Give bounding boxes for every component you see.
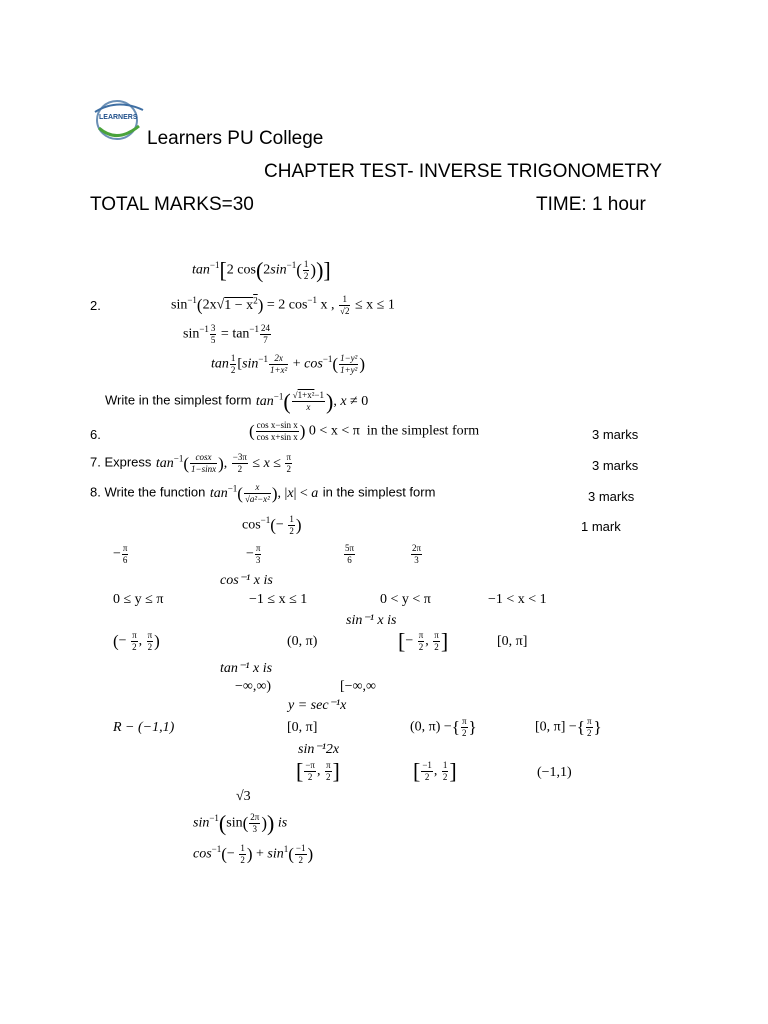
mcq6-stem: sin⁻¹2x xyxy=(298,742,340,757)
mcq1-option-a: − $\frac{\pi}{6}$ xyxy=(113,543,128,565)
mcq7-stem: $\sin^{-1}(\sin$( $\frac{2\pi}{3}$ )) is xyxy=(193,810,288,836)
question-8-marks: 3 marks xyxy=(588,489,635,504)
college-logo xyxy=(93,98,149,142)
mcq5-stem: y = sec⁻¹x xyxy=(288,698,347,713)
question-7: 7. Express $\tan^{-1}$( $\frac{\cos x}{1-\sin x}$ ), $\frac{-3\pi}{2}$ ≤ x ≤ $\frac{\pi}{2}$ xyxy=(90,452,292,474)
mcq4-stem: tan⁻¹ x is xyxy=(220,661,273,676)
mcq1-option-b: − $\frac{\pi}{3}$ xyxy=(246,543,261,565)
mcq3-option-a: (− $\frac{\pi}{2}$ , $\frac{\pi}{2}$ ) xyxy=(113,630,160,652)
question-4: tan $\frac{1}{2}$ [$\sin^{-1}$ $\frac{2x}{\text{1+x²}}$ + $\cos^{-1}$( $\frac{\text{1−y²}}{\text{1+y²}}$ ) xyxy=(211,353,366,375)
mcq2-stem: cos⁻¹ x is xyxy=(220,573,273,588)
mcq5-option-a: R − (−1,1) xyxy=(113,720,175,735)
question-7-marks: 3 marks xyxy=(592,458,639,473)
question-6-marks: 3 marks xyxy=(592,427,639,442)
question-5: Write in the simplest form $\tan^{-1}$( $\frac{\text{√1+x²−1}}{x}$ ), x ≠ 0 xyxy=(105,388,369,414)
question-9-marks: 1 mark xyxy=(581,519,621,534)
mcq6-option-a: [ $\frac{-\pi}{2}$ , $\frac{\pi}{2}$ ] xyxy=(296,758,340,784)
mcq8-stem: $\cos^{-1}(-$ $\frac{1}{2}$ ) + $\sin^1$( $\frac{-1}{2}$ ) xyxy=(193,843,314,865)
logo-text: LEARNERS xyxy=(99,114,138,121)
mcq1-option-c: $\frac{5\pi}{6}$ xyxy=(345,543,355,565)
mcq5-option-c: (0, π) −{ $\frac{\pi}{2}$ } xyxy=(410,716,477,738)
mcq3-option-c: [− $\frac{\pi}{2}$ , $\frac{\pi}{2}$ ] xyxy=(398,628,449,654)
question-8: 8. Write the function $\tan^{-1}$( $\frac{x}{\text{√a²−x²}}$ ), |x| < a in the simplest form xyxy=(90,482,436,504)
question-6-number: 6. xyxy=(90,427,101,442)
total-marks: TOTAL MARKS=30 xyxy=(90,194,254,215)
question-8-suffix: in the simplest form xyxy=(322,484,436,500)
mcq4-option-b: [−∞,∞ xyxy=(340,679,377,694)
sqrt-three: √3 xyxy=(236,789,251,804)
question-8-text: 8. Write the function xyxy=(90,484,206,500)
mcq2-option-c: 0 < y < π xyxy=(380,592,431,607)
question-1: $\tan^{-1}[2$ $\cos(2\sin^{-1}$( $\frac{1}{2}$ ))] xyxy=(192,257,331,283)
question-2-number: 2. xyxy=(90,298,101,313)
question-5-text: Write in the simplest form xyxy=(105,392,252,408)
mcq5-option-b: [0, π] xyxy=(287,720,318,735)
question-6-text: in the simplest form xyxy=(366,423,480,439)
mcq6-option-c: (−1,1) xyxy=(537,765,572,780)
chapter-title: CHAPTER TEST- INVERSE TRIGONOMETRY xyxy=(264,161,663,182)
question-6: ( $\frac{\text{cos x−sin x}}{\text{cos x+sin x}}$ ) 0 < x < π in the simplest form xyxy=(249,420,480,442)
mcq5-option-d: [0, π] −{ $\frac{\pi}{2}$ } xyxy=(535,716,602,738)
question-2: $\sin^{-1}(2x√1 - x^2) = 2$ $\cos^{-1} x$ , $\frac{1}{√2}$ ≤ x ≤ 1 xyxy=(171,294,395,316)
mcq4-option-a: −∞,∞) xyxy=(235,679,272,694)
mcq2-option-a: 0 ≤ y ≤ π xyxy=(113,592,164,607)
mcq3-option-d: [0, π] xyxy=(497,634,528,649)
mcq3-stem: sin⁻¹ x is xyxy=(346,613,397,628)
question-7-text: 7. Express xyxy=(90,454,152,470)
question-9: $\cos^{-1}(-$ $\frac{1}{2}$ ) xyxy=(242,514,302,536)
mcq3-option-b: (0, π) xyxy=(287,634,318,649)
time-limit: TIME: 1 hour xyxy=(536,194,646,215)
mcq2-option-d: −1 < x < 1 xyxy=(488,592,547,607)
mcq2-option-b: −1 ≤ x ≤ 1 xyxy=(249,592,308,607)
mcq6-option-b: [ $\frac{-1}{2}$ , $\frac{1}{2}$ ] xyxy=(413,758,457,784)
college-name: Learners PU College xyxy=(147,128,324,149)
mcq1-option-d: $\frac{2\pi}{3}$ xyxy=(412,543,422,565)
question-3: $\sin^{-1}$ $\frac{3}{5}$ = $\tan^{-1}$ $\frac{24}{7}$ xyxy=(183,323,270,345)
